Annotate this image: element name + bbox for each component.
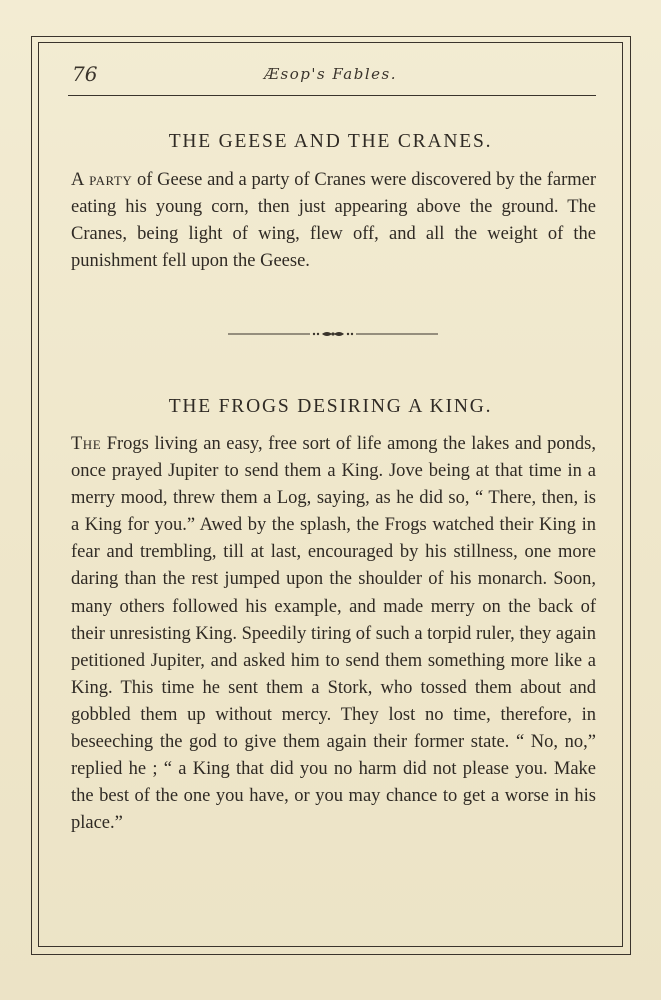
fable-body: Frogs living an easy, free sort of life among the lakes and ponds, once prayed Jupiter to send them a King. Jove being at that time in a merry mood, threw them a Log, saying, as he did so, “ There, then, is a King for you.” Awed by the splash, the Frogs watched their King in fear and trembling, till at last, encouraged by his stillness, one more daring than the rest jumped upon the shoulder of his monarch. Soon, many others followed his example, and made merry on the back of their unresisting King. Speedily tiring of such a torpid ruler, they again petitioned Jupiter, and asked him to send them something more like a King. This time he sent them a Stork, who tossed them about and gobbled them up without mercy. They lost no time, therefore, in beseeching the god to give them again their former state. “ No, no,” replied he ; “ a King that did you no harm did not please you. Make the best of the one you have, or you may chance to get a worse in his place.” [71, 434, 596, 834]
fable-title-frogs-king: THE FROGS DESIRING A KING. [168, 396, 493, 417]
header-rule [68, 95, 596, 96]
fable-body: of Geese and a party of Cranes were discovered by the farmer eating his young corn, then just appearing above the ground. The Cranes, being light of wing, flew off, and all the weight of the punishment fell upon the Geese. [71, 170, 596, 272]
running-head: Æsop's Fables. [263, 65, 397, 83]
fable-first-word: The [71, 434, 102, 454]
fable-first-word: A party [71, 170, 133, 190]
page-number: 76 [72, 62, 98, 86]
fable-title-geese-cranes: THE GEESE AND THE CRANES. [168, 131, 493, 152]
fable-text-geese-cranes [71, 167, 596, 275]
fable-text-frogs-king [71, 431, 596, 837]
section-divider-ornament [228, 329, 438, 339]
